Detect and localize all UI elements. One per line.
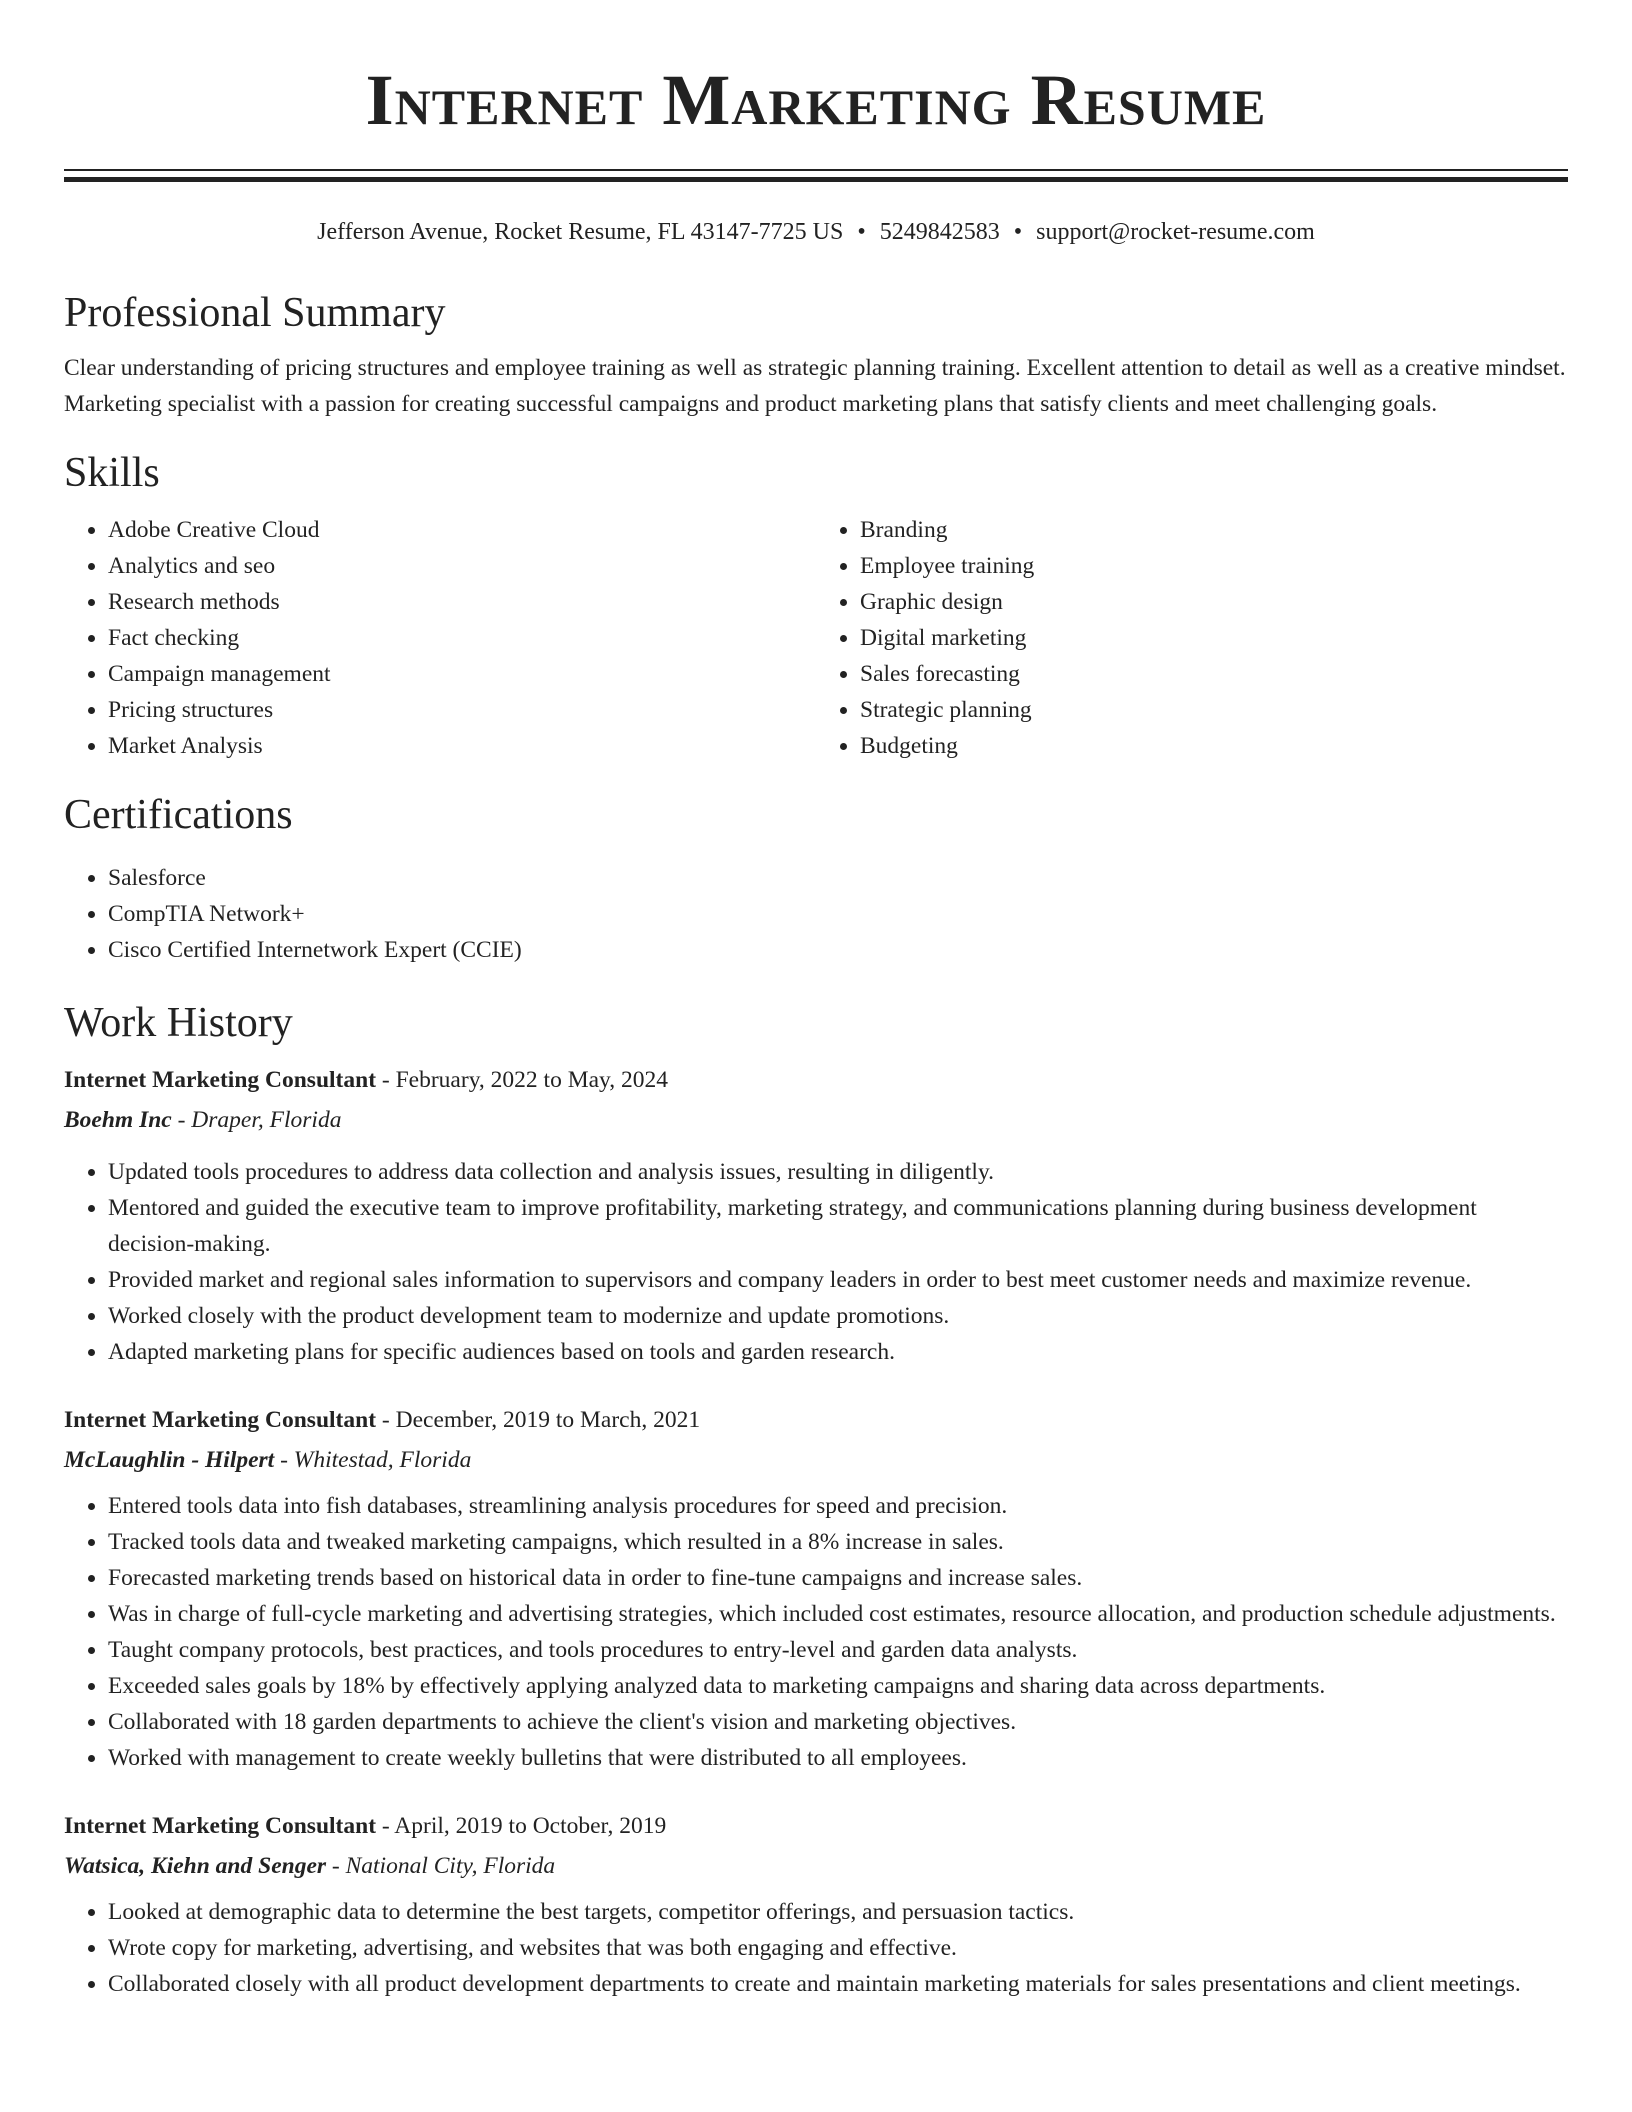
job-dates: - December, 2019 to March, 2021 bbox=[376, 1407, 701, 1433]
contact-separator: • bbox=[857, 219, 866, 245]
job-bullet: • Provided market and regional sales information to supervisors and company leaders in order to best meet customer needs and maximize revenue. bbox=[108, 1262, 1568, 1298]
job-company: Boehm Inc bbox=[64, 1107, 172, 1133]
job-bullet: • Mentored and guided the executive team to improve profitability, marketing strategy, and communications planning during business development decision-making. bbox=[108, 1190, 1568, 1262]
skill-item: • Strategic planning bbox=[860, 692, 1568, 728]
contact-line bbox=[64, 216, 1568, 248]
job-header bbox=[64, 1400, 1568, 1440]
job-bullet: • Collaborated with 18 garden departments to achieve the client's vision and marketing objectives. bbox=[108, 1704, 1568, 1740]
job-location: - Whitestad, Florida bbox=[274, 1447, 472, 1473]
skills-list-left bbox=[64, 512, 816, 764]
certifications-list bbox=[64, 860, 1568, 968]
job-title: Internet Marketing Consultant bbox=[64, 1407, 377, 1433]
job-bullet: • Adapted marketing plans for specific audiences based on tools and garden research. bbox=[108, 1334, 1568, 1370]
contact-phone: 5249842583 bbox=[879, 219, 1000, 245]
job-employer bbox=[64, 1846, 1568, 1886]
job-title: Internet Marketing Consultant bbox=[64, 1813, 377, 1839]
job-bullet: • Updated tools procedures to address data collection and analysis issues, resulting in diligently. bbox=[108, 1154, 1568, 1190]
section-heading-certifications: Certifications bbox=[64, 792, 293, 838]
skills-list-right bbox=[816, 512, 1568, 764]
section-heading-skills: Skills bbox=[64, 450, 160, 496]
job-bullet: • Entered tools data into fish databases, streamlining analysis procedures for speed and precision. bbox=[108, 1488, 1568, 1524]
summary-text: Clear understanding of pricing structures and employee training as well as strategic planning training. Excellent attention to detail as well as a creative mindset. Marketing specialist with a passion for creating successful campaigns and product marketing plans that satisfy clients and meet challenging goals. bbox=[64, 355, 1566, 417]
job-bullet: • Worked with management to create weekly bulletins that were distributed to all employees. bbox=[108, 1740, 1568, 1776]
job-header bbox=[64, 1060, 1568, 1100]
job-bullet: • Tracked tools data and tweaked marketing campaigns, which resulted in a 8% increase in sales. bbox=[108, 1524, 1568, 1560]
job-bullet: • Collaborated closely with all product development departments to create and maintain marketing materials for sales presentations and client meetings. bbox=[108, 1966, 1568, 2002]
section-heading-work-history: Work History bbox=[64, 1000, 293, 1046]
job-company: Watsica, Kiehn and Senger bbox=[64, 1853, 327, 1879]
skill-item: • Digital marketing bbox=[860, 620, 1568, 656]
skill-item: • Budgeting bbox=[860, 728, 1568, 764]
certification-item: • Salesforce bbox=[108, 860, 1568, 896]
contact-separator: • bbox=[1013, 219, 1023, 245]
job-dates: - February, 2022 to May, 2024 bbox=[376, 1067, 668, 1093]
skill-item: • Fact checking bbox=[108, 620, 816, 656]
skill-item: • Research methods bbox=[108, 584, 816, 620]
job-dates: - April, 2019 to October, 2019 bbox=[376, 1813, 667, 1839]
skill-item: • Employee training bbox=[860, 548, 1568, 584]
job-company: McLaughlin - Hilpert bbox=[64, 1447, 275, 1473]
job-employer bbox=[64, 1100, 1568, 1140]
certification-item: • Cisco Certified Internetwork Expert (CCIE) bbox=[108, 932, 1568, 968]
skill-item: • Branding bbox=[860, 512, 1568, 548]
job-bullet: • Exceeded sales goals by 18% by effectively applying analyzed data to marketing campaigns and sharing data across departments. bbox=[108, 1668, 1568, 1704]
job-location: - National City, Florida bbox=[326, 1853, 556, 1879]
job-location: - Draper, Florida bbox=[171, 1107, 342, 1133]
job-entry bbox=[64, 1060, 1568, 1370]
job-bullet: • Wrote copy for marketing, advertising, and websites that was both engaging and effective. bbox=[108, 1930, 1568, 1966]
job-bullet: • Taught company protocols, best practices, and tools procedures to entry-level and garden data analysts. bbox=[108, 1632, 1568, 1668]
skill-item: • Campaign management bbox=[108, 656, 816, 692]
skill-item: • Adobe Creative Cloud bbox=[108, 512, 816, 548]
skill-item: • Market Analysis bbox=[108, 728, 816, 764]
job-bullet-list bbox=[64, 1154, 1568, 1370]
section-heading-summary: Professional Summary bbox=[64, 290, 446, 336]
job-bullet: • Was in charge of full-cycle marketing and advertising strategies, which included cost estimates, resource allocation, and production schedule adjustments. bbox=[108, 1596, 1568, 1632]
job-bullet: • Looked at demographic data to determine the best targets, competitor offerings, and persuasion tactics. bbox=[108, 1894, 1568, 1930]
job-entry bbox=[64, 1400, 1568, 1776]
job-title: Internet Marketing Consultant bbox=[64, 1067, 377, 1093]
certification-item: • CompTIA Network+ bbox=[108, 896, 1568, 932]
resume-title: Internet Marketing Resume bbox=[365, 60, 1267, 140]
title-divider-thin bbox=[64, 169, 1568, 171]
job-bullet-list bbox=[64, 1488, 1568, 1776]
resume-page bbox=[64, 0, 1568, 2002]
job-employer bbox=[64, 1440, 1568, 1480]
contact-address: Jefferson Avenue, Rocket Resume, FL 43147-7725 US bbox=[317, 219, 844, 245]
skill-item: • Pricing structures bbox=[108, 692, 816, 728]
contact-email[interactable]: support@rocket-resume.com bbox=[1036, 219, 1315, 245]
job-bullet-list bbox=[64, 1894, 1568, 2002]
skill-item: • Sales forecasting bbox=[860, 656, 1568, 692]
job-header bbox=[64, 1806, 1568, 1846]
skills-columns bbox=[64, 512, 1568, 764]
job-entry bbox=[64, 1806, 1568, 2002]
skill-item: • Graphic design bbox=[860, 584, 1568, 620]
title-divider-thick bbox=[64, 177, 1568, 182]
skill-item: • Analytics and seo bbox=[108, 548, 816, 584]
job-bullet: • Worked closely with the product development team to modernize and update promotions. bbox=[108, 1298, 1568, 1334]
job-bullet: • Forecasted marketing trends based on historical data in order to fine-tune campaigns and increase sales. bbox=[108, 1560, 1568, 1596]
